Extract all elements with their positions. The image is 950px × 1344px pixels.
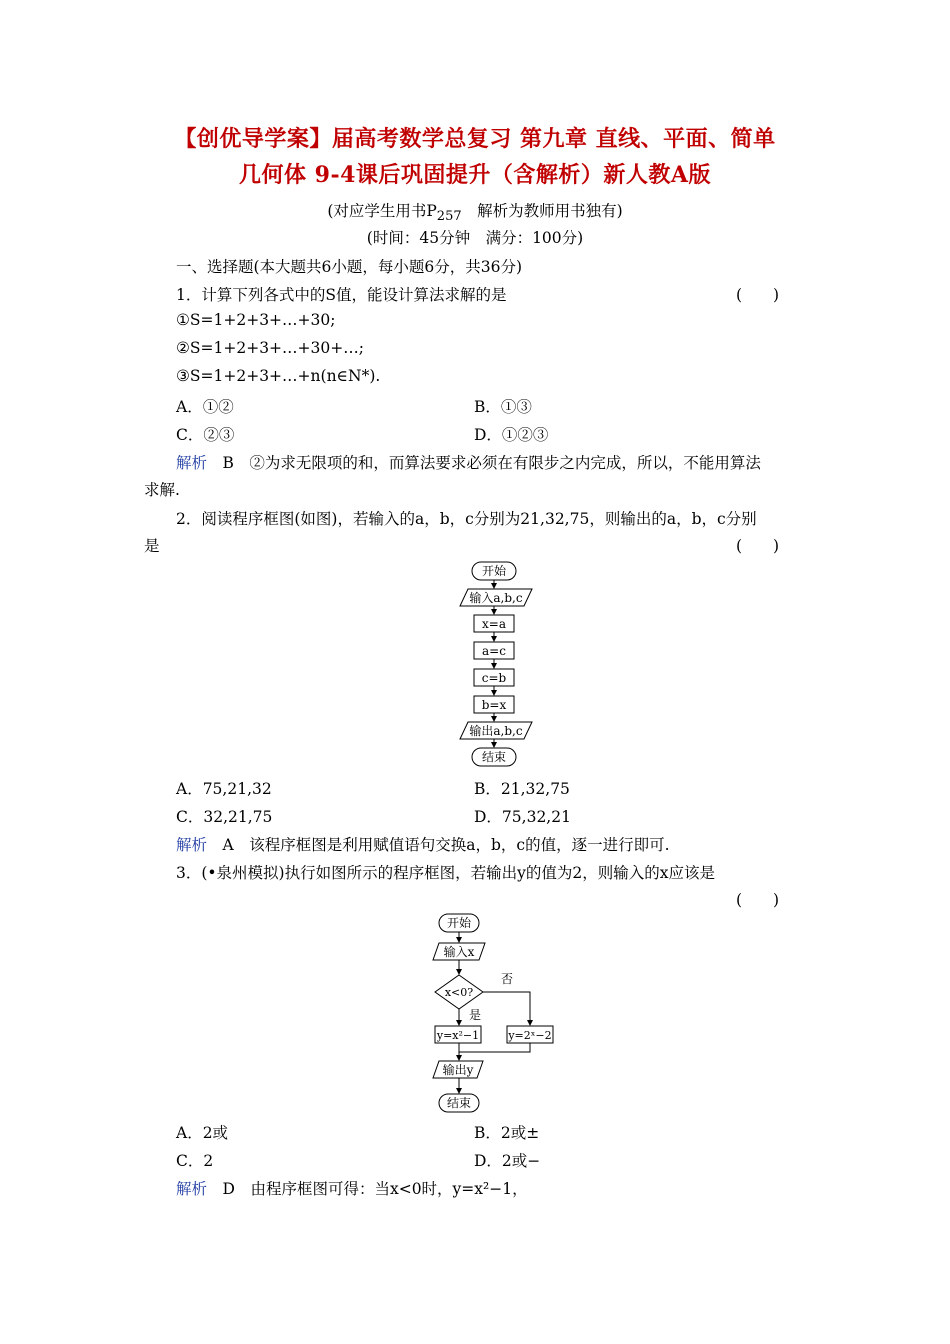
q2-option-a: A．75,21,32: [176, 780, 272, 798]
q1-option-a: A．①②: [176, 398, 234, 416]
flowchart-piecewise: [425, 910, 565, 1115]
flowchart-swap: [440, 558, 550, 770]
q1-solution-cont: 求解.: [144, 481, 180, 499]
q1-item-2: ②S=1+2+3+…+30+…;: [176, 339, 364, 357]
q2-option-c: C．32,21,75: [176, 808, 273, 826]
fc2-right-text: y=2ˣ−2: [508, 1029, 552, 1042]
q1-item-1: ①S=1+2+3+…+30;: [176, 311, 336, 329]
q1-option-b: B．①③: [474, 398, 532, 416]
jiexi-label: 解析: [176, 836, 208, 854]
q3-solution: 解析 D 由程序框图可得：当x<0时，y=x²−1，: [176, 1180, 528, 1198]
q2-option-b: B．21,32,75: [474, 780, 570, 798]
q2-stem: 2．阅读程序框图(如图)，若输入的a，b，c分别为21,32,75，则输出的a，b，c分别: [176, 510, 757, 528]
fc2-start-text: 开始: [446, 916, 472, 930]
doc-title-line2: 几何体 9-4课后巩固提升（含解析）新人教A版: [239, 162, 711, 188]
fc2-left-text: y=x²−1: [436, 1029, 480, 1042]
fc1-box-4-text: b=x: [481, 698, 507, 712]
q3-option-d: D．2或−: [474, 1152, 541, 1170]
book-reference: (对应学生用书$P_{257}$ 解析为教师用书独有): [327, 202, 623, 225]
q3-answer-paren: ( ): [736, 891, 780, 909]
fc2-end-text: 结束: [446, 1096, 472, 1110]
fc1-box-2-text: a=c: [482, 644, 506, 658]
time-score: (时间：45分钟 满分：100分): [366, 229, 584, 247]
fc1-output-text: 输出a,b,c: [469, 724, 523, 738]
q3-option-c: C．2: [176, 1152, 214, 1170]
q2-solution: 解析 A 该程序框图是利用赋值语句交换a，b，c的值，逐一进行即可.: [176, 836, 670, 854]
q1-answer-paren: ( ): [736, 286, 780, 304]
fc2-input-text: 输入x: [443, 945, 475, 959]
fc2-yes-label: 是: [468, 1008, 482, 1022]
fc1-start-text: 开始: [481, 564, 507, 578]
jiexi-label: 解析: [176, 1180, 208, 1198]
fc1-box-3-text: c=b: [481, 671, 507, 685]
fc2-decision-text: x<0?: [444, 986, 474, 999]
fc1-input-text: 输入a,b,c: [469, 591, 523, 605]
q3-option-a: A．2或: [176, 1124, 229, 1142]
q1-item-3: ③S=1+2+3+…+n(n∈N*).: [176, 367, 381, 385]
q1-option-c: C．②③: [176, 426, 235, 444]
fc2-no-label: 否: [500, 972, 514, 986]
fc1-box-1-text: x=a: [482, 617, 506, 631]
q2-answer-paren: ( ): [736, 537, 780, 555]
q1-solution: 解析 B ②为求无限项的和，而算法要求必须在有限步之内完成，所以，不能用算法: [176, 454, 761, 472]
q3-stem: 3．(•泉州模拟)执行如图所示的程序框图，若输出y的值为2，则输入的x应该是: [176, 864, 715, 882]
q1-stem: 1．计算下列各式中的S值，能设计算法求解的是: [176, 286, 507, 304]
q2-option-d: D．75,32,21: [474, 808, 571, 826]
jiexi-label: 解析: [176, 454, 208, 472]
q2-stem-cont: 是: [144, 537, 160, 555]
fc2-output-text: 输出y: [442, 1063, 474, 1077]
q1-option-d: D．①②③: [474, 426, 549, 444]
doc-title-line1: 【创优导学案】届高考数学总复习 第九章 直线、平面、简单: [174, 126, 776, 152]
section-heading: 一、选择题(本大题共6小题，每小题6分，共36分): [176, 258, 523, 276]
fc1-end-text: 结束: [481, 750, 507, 764]
q3-option-b: B．2或±: [474, 1124, 540, 1142]
